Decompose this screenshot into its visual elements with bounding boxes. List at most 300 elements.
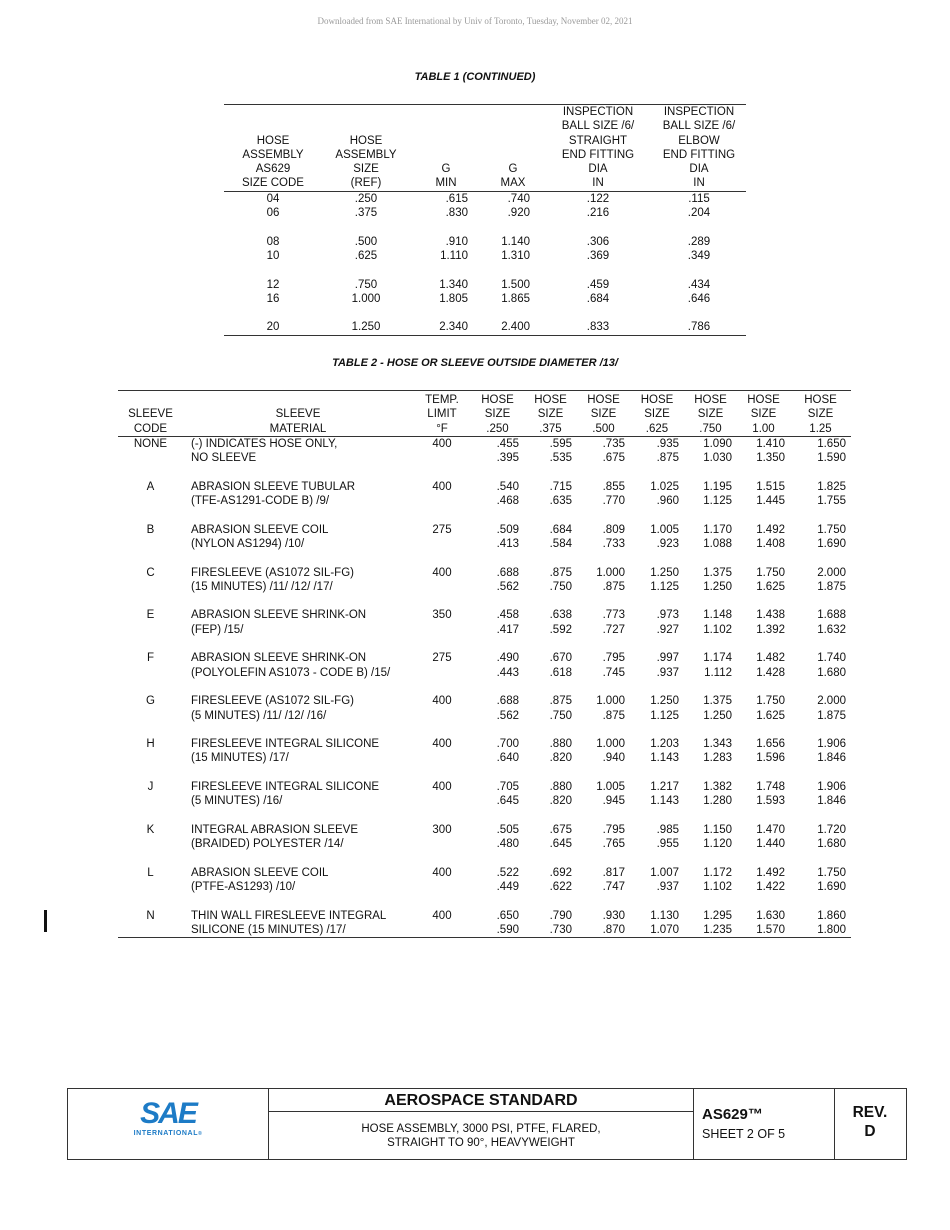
- table2-od-value: .937: [656, 666, 679, 679]
- table1: [224, 104, 746, 336]
- table2-od-value: .795: [602, 652, 625, 665]
- table2-header-col: [524, 391, 577, 437]
- table2-od-value: 1.148: [703, 609, 732, 622]
- table2-od-value: .955: [656, 838, 679, 851]
- table2-header-line: LIMIT: [427, 408, 457, 421]
- table1-header-size-code: AS629: [255, 163, 291, 176]
- table2-od-value: .688: [496, 566, 519, 579]
- table2-od-value: 1.590: [817, 452, 846, 465]
- table1-header-g-max: [482, 105, 544, 120]
- table1-cell-g-max: 1.865: [501, 292, 530, 305]
- table2-header-line: HOSE: [747, 394, 780, 406]
- table2-sleeve-material: (5 MINUTES) /11/ /12/ /16/: [191, 709, 327, 722]
- table2-temp-limit: 275: [432, 652, 452, 665]
- table2-temp-limit: [413, 494, 471, 508]
- table2-od-value: 1.025: [650, 480, 679, 493]
- table1-cell-g-max: 1.310: [501, 249, 530, 262]
- table2-od-value: 1.112: [704, 666, 732, 679]
- table2-od-value: 1.070: [650, 923, 679, 936]
- table2-header-line: HOSE: [481, 394, 514, 406]
- table1-cell-straight-ball: .306: [586, 235, 610, 248]
- table2-od-value: .505: [496, 823, 519, 836]
- table2-od-value: .675: [602, 452, 625, 465]
- sae-logo: [68, 1099, 268, 1137]
- table2-od-value: 1.408: [756, 537, 785, 550]
- table2-header-col: [183, 391, 413, 437]
- table2-od-value: .480: [496, 838, 519, 851]
- table2-sleeve-code: L: [147, 866, 154, 879]
- table1-header-g-min: [410, 134, 482, 148]
- table2-od-value: .997: [656, 652, 679, 665]
- table2-od-value: 1.250: [703, 580, 732, 593]
- table2-sleeve-code: G: [146, 695, 155, 708]
- table2-header-col: [577, 391, 630, 437]
- table2-od-value: .684: [549, 523, 572, 536]
- table2-header-line: .500: [592, 422, 615, 435]
- table2-od-value: 1.295: [703, 909, 732, 922]
- table1-header-assembly-size: [322, 105, 410, 120]
- table2-od-value: .820: [549, 752, 572, 765]
- table2-sleeve-code: C: [146, 566, 155, 579]
- table2-od-value: .562: [496, 709, 519, 722]
- table2-od-value: .935: [656, 437, 679, 450]
- table2-od-value: 2.000: [817, 566, 846, 579]
- table2-od-value: .638: [549, 609, 572, 622]
- table2-row-max: [118, 594, 851, 623]
- table2-header-line: SIZE: [484, 408, 511, 421]
- table2-od-value: 1.195: [703, 480, 732, 493]
- table2-od-value: .985: [656, 823, 679, 836]
- table1-row: [224, 263, 746, 292]
- table1-row: [224, 191, 746, 206]
- table2-od-value: 1.875: [817, 709, 846, 722]
- table1-header-straight-ball: STRAIGHT: [568, 134, 628, 147]
- table1-row: [224, 206, 746, 220]
- table2-sleeve-code: [118, 923, 183, 938]
- table2-temp-limit: 400: [432, 866, 452, 879]
- table2-od-value: 1.283: [703, 752, 732, 765]
- table2-temp-limit: [413, 623, 471, 637]
- table1-header-assembly-size: HOSE: [349, 134, 383, 147]
- table1-header-g-min: MIN: [410, 176, 482, 191]
- table2-row-min: [118, 880, 851, 894]
- table1-cell-g-min: .830: [445, 207, 468, 220]
- table2-od-value: .727: [602, 623, 625, 636]
- table1-cell-assembly-size: 1.250: [351, 321, 381, 334]
- table1-cell-size-code: 06: [266, 207, 280, 220]
- table2-temp-limit: 400: [432, 909, 452, 922]
- table2-sleeve-material: FIRESLEEVE (AS1072 SIL-FG): [191, 566, 354, 579]
- table2-od-value: 1.846: [817, 795, 846, 808]
- document-description: [269, 1122, 693, 1150]
- table2-sleeve-material: FIRESLEEVE INTEGRAL SILICONE: [191, 738, 380, 751]
- table1-row: [224, 292, 746, 306]
- table2-od-value: .875: [602, 709, 625, 722]
- table2-od-value: 1.130: [650, 909, 679, 922]
- table2-od-value: 1.174: [703, 652, 732, 665]
- table2-od-value: .820: [549, 795, 572, 808]
- table2-od-value: 1.125: [650, 580, 679, 593]
- table1-cell-straight-ball: .459: [586, 278, 610, 291]
- table2-od-value: .645: [496, 795, 519, 808]
- table1-header-line: [224, 148, 746, 162]
- table2-header-col: [630, 391, 684, 437]
- table1-cell-elbow-ball: .349: [687, 249, 711, 262]
- table1-header-g-max: G: [508, 163, 518, 176]
- table2-temp-limit: [413, 709, 471, 723]
- table2-sleeve-material: THIN WALL FIRESLEEVE INTEGRAL: [191, 909, 387, 922]
- table1-header-g-min: [410, 105, 482, 120]
- table1-cell-g-min: 1.805: [439, 292, 468, 305]
- table2-sleeve-material: SILICONE (15 MINUTES) /17/: [191, 923, 346, 936]
- table2-row-min: [118, 794, 851, 808]
- table2-od-value: 1.250: [650, 566, 679, 579]
- table2-od-value: 1.755: [817, 495, 846, 508]
- table2-header-line: TEMP.: [425, 394, 459, 406]
- table2-od-value: 1.280: [703, 795, 732, 808]
- table2-od-value: .622: [549, 881, 572, 894]
- table2-temp-limit: 350: [432, 609, 452, 622]
- table2-od-value: .395: [496, 452, 519, 465]
- table2-header-col: [471, 391, 524, 437]
- table2-sleeve-code: [118, 794, 183, 808]
- table2-header-col: [684, 391, 737, 437]
- table2-od-value: 1.125: [650, 709, 679, 722]
- table2-od-value: 1.172: [703, 866, 732, 879]
- table1-header-size-code: HOSE: [256, 134, 290, 147]
- table1-header-assembly-size: [322, 119, 410, 133]
- table2-od-value: .973: [656, 609, 679, 622]
- table2-header-line: HOSE: [534, 394, 567, 406]
- table2-temp-limit: 400: [432, 437, 452, 450]
- sae-logo-subtext: INTERNATIONAL®: [133, 1130, 203, 1137]
- table2-od-value: 1.125: [703, 495, 732, 508]
- table2-od-value: 1.382: [703, 781, 732, 794]
- table2-od-value: .635: [549, 495, 572, 508]
- table1-cell-elbow-ball: .434: [687, 278, 711, 291]
- table2-sleeve-code: [118, 451, 183, 465]
- table2-od-value: 1.120: [703, 838, 732, 851]
- table2-temp-limit: 300: [432, 823, 452, 836]
- table2-header-line: HOSE: [804, 394, 837, 406]
- docnum-cell: [694, 1089, 835, 1159]
- table2-row-max: [118, 723, 851, 752]
- title-block: [67, 1088, 907, 1160]
- table2-header-line: .375: [539, 422, 562, 435]
- table1-body: [224, 191, 746, 335]
- table2-od-value: 1.250: [650, 695, 679, 708]
- table2-od-value: 1.005: [596, 781, 625, 794]
- table2-od-value: 1.690: [817, 881, 846, 894]
- table2-sleeve-code: [118, 494, 183, 508]
- table1-header-g-max: MAX: [482, 176, 544, 191]
- table2-od-value: 1.143: [650, 752, 679, 765]
- table2-temp-limit: 400: [432, 738, 452, 751]
- table2-od-value: .875: [656, 452, 679, 465]
- change-bar: [44, 910, 47, 932]
- table1-header-elbow-ball: END FITTING: [662, 148, 736, 161]
- table1-header-straight-ball: INSPECTION: [562, 106, 634, 118]
- table2-od-value: 1.690: [817, 537, 846, 550]
- table2-od-value: 2.000: [817, 695, 846, 708]
- table2-sleeve-code: [118, 580, 183, 594]
- table2-od-value: 1.445: [756, 495, 785, 508]
- download-notice: Downloaded from SAE International by Univ of Toronto, Tuesday, November 02, 2021: [317, 16, 633, 26]
- table1-cell-straight-ball: .122: [586, 192, 610, 205]
- table2-temp-limit: 400: [432, 695, 452, 708]
- table2-header-line: °F: [436, 422, 448, 435]
- table2-od-value: 1.750: [817, 523, 846, 536]
- table1-cell-g-min: 2.340: [439, 321, 468, 334]
- table2-od-value: 1.846: [817, 752, 846, 765]
- table2-sleeve-code: [118, 537, 183, 551]
- table2-od-value: .795: [602, 823, 625, 836]
- table2-sleeve-material: (5 MINUTES) /16/: [191, 795, 283, 808]
- table2-od-value: 1.515: [756, 480, 785, 493]
- table2-sleeve-code: B: [146, 523, 155, 536]
- table1-cell-assembly-size: 1.000: [351, 292, 381, 305]
- table2-od-value: 1.143: [650, 795, 679, 808]
- description-line-2: STRAIGHT TO 90°, HEAVYWEIGHT: [387, 1137, 575, 1149]
- table1-header-assembly-size: (REF): [322, 176, 410, 191]
- table2-od-value: 1.825: [817, 480, 846, 493]
- table2-sleeve-material: ABRASION SLEEVE SHRINK-ON: [191, 652, 367, 665]
- table2-od-value: .750: [549, 580, 572, 593]
- table1-cell-g-min: .615: [445, 192, 468, 205]
- table2-od-value: 1.000: [596, 566, 625, 579]
- table2-od-value: .455: [496, 437, 519, 450]
- table2-header-col: [737, 391, 790, 437]
- table2-od-value: 1.438: [756, 609, 785, 622]
- table2-sleeve-code: [118, 623, 183, 637]
- table2-od-value: 1.000: [596, 738, 625, 751]
- table2-header-line: CODE: [133, 422, 168, 435]
- table2-temp-limit: 400: [432, 781, 452, 794]
- table2-od-value: .875: [549, 566, 572, 579]
- table2-row-max: [118, 680, 851, 709]
- table2-od-value: .875: [602, 580, 625, 593]
- table1-caption: TABLE 1 (CONTINUED): [414, 71, 536, 83]
- table2-od-value: .730: [549, 923, 572, 936]
- table1-cell-size-code: 16: [266, 292, 280, 305]
- table2-sleeve-material: NO SLEEVE: [191, 452, 257, 465]
- table2-od-value: 1.030: [703, 452, 732, 465]
- table2-od-value: .927: [656, 623, 679, 636]
- table2-od-value: .592: [549, 623, 572, 636]
- table2-od-value: .770: [602, 495, 625, 508]
- table2-sleeve-code: [118, 837, 183, 851]
- table2-od-value: 1.088: [703, 537, 732, 550]
- table1-cell-size-code: 12: [266, 278, 280, 291]
- table2-sleeve-code: A: [146, 480, 155, 493]
- table2-od-value: 1.596: [756, 752, 785, 765]
- table2-od-value: 1.720: [817, 823, 846, 836]
- table1-cell-assembly-size: .625: [354, 249, 378, 262]
- table2-sleeve-code: [118, 751, 183, 765]
- table2-od-value: .468: [496, 495, 519, 508]
- table2-row-max: [118, 436, 851, 451]
- table2-od-value: 1.492: [756, 523, 785, 536]
- table2-od-value: 1.005: [650, 523, 679, 536]
- table2-od-value: .675: [549, 823, 572, 836]
- table1-header-g-max: [482, 134, 544, 148]
- table2-od-value: 1.150: [703, 823, 732, 836]
- table1-header-elbow-ball: IN: [652, 176, 746, 191]
- table2-od-value: .640: [496, 752, 519, 765]
- table1-cell-g-max: .920: [507, 207, 530, 220]
- table2-od-value: .645: [549, 838, 572, 851]
- table1-header-size-code: [224, 119, 322, 133]
- table2-od-value: 1.250: [703, 709, 732, 722]
- table1-cell-straight-ball: .833: [586, 321, 610, 334]
- table2-od-value: 1.375: [703, 695, 732, 708]
- table1-cell-assembly-size: .750: [354, 278, 378, 291]
- table1-cell-straight-ball: .216: [586, 207, 610, 220]
- table2-od-value: 1.235: [703, 923, 732, 936]
- table2-header-line: MATERIAL: [269, 422, 327, 435]
- table2-row-min: [118, 709, 851, 723]
- table1-cell-g-max: 1.140: [501, 235, 530, 248]
- table2-sleeve-material: ABRASION SLEEVE TUBULAR: [191, 480, 356, 493]
- standard-title: AEROSPACE STANDARD: [269, 1089, 693, 1112]
- table2-sleeve-material: ABRASION SLEEVE SHRINK-ON: [191, 609, 367, 622]
- table2-od-value: 1.906: [817, 738, 846, 751]
- table2-od-value: 1.650: [817, 437, 846, 450]
- table2-od-value: 1.422: [756, 881, 785, 894]
- sae-logo-mark: SAE: [140, 1097, 196, 1130]
- table2-od-value: 1.750: [817, 866, 846, 879]
- table1-header-elbow-ball: BALL SIZE /6/: [662, 120, 736, 133]
- table2-od-value: .584: [549, 537, 572, 550]
- table1-header-elbow-ball: INSPECTION: [663, 106, 735, 118]
- table2-od-value: 1.482: [756, 652, 785, 665]
- table2-od-value: 1.410: [756, 437, 785, 450]
- table2-od-value: 1.750: [756, 566, 785, 579]
- table2-od-value: 1.906: [817, 781, 846, 794]
- table1-cell-elbow-ball: .646: [687, 292, 711, 305]
- table2-row-max: [118, 894, 851, 923]
- table2-od-value: .960: [656, 495, 679, 508]
- table2-row-max: [118, 809, 851, 838]
- table2-od-value: .809: [602, 523, 625, 536]
- table2-od-value: .449: [496, 881, 519, 894]
- table2-header-col: [790, 391, 851, 437]
- table2-od-value: 1.680: [817, 666, 846, 679]
- table2-od-value: 1.688: [817, 609, 846, 622]
- table1-header-line: [224, 119, 746, 133]
- table2-header-line: [118, 393, 183, 407]
- table2-sleeve-material: (15 MINUTES) /17/: [191, 752, 289, 765]
- table2-header-line: .625: [645, 422, 669, 435]
- table2-od-value: 1.203: [650, 738, 679, 751]
- table2-row-min: [118, 580, 851, 594]
- table2-row-min: [118, 451, 851, 465]
- table2-od-value: 1.800: [817, 923, 846, 936]
- table1-cell-size-code: 04: [266, 192, 280, 205]
- table2-temp-limit: [413, 880, 471, 894]
- table1-header-line: [224, 176, 746, 191]
- table2-sleeve-material: INTEGRAL ABRASION SLEEVE: [191, 823, 359, 836]
- table2-od-value: 1.740: [817, 652, 846, 665]
- table2-header-line: .750: [699, 422, 722, 435]
- table2-od-value: .923: [656, 537, 679, 550]
- table2-sleeve-code: N: [146, 909, 155, 922]
- revision-label: REV.: [852, 1104, 888, 1121]
- table1-header-g-max: [482, 119, 544, 133]
- table2-header-line: [183, 393, 413, 407]
- table2-od-value: 1.625: [756, 580, 785, 593]
- table1-cell-size-code: 20: [266, 321, 280, 334]
- table2-temp-limit: 400: [432, 480, 452, 493]
- table1-header-g-min: G: [441, 163, 451, 176]
- table2-sleeve-material: (POLYOLEFIN AS1073 - CODE B) /15/: [191, 666, 391, 679]
- table2-temp-limit: [413, 837, 471, 851]
- table2-od-value: .443: [496, 666, 519, 679]
- table2-od-value: .790: [549, 909, 572, 922]
- table1-header-straight-ball: DIA: [588, 163, 608, 176]
- table2-od-value: .417: [496, 623, 519, 636]
- table2-header-line: SIZE: [750, 408, 777, 421]
- table2-od-value: .880: [549, 738, 572, 751]
- table2-od-value: .562: [496, 580, 519, 593]
- table2-od-value: 1.102: [703, 881, 732, 894]
- table2-od-value: .595: [549, 437, 572, 450]
- table2-sleeve-material: (PTFE-AS1293) /10/: [191, 881, 296, 894]
- table2-row-min: [118, 666, 851, 680]
- table2-od-value: .817: [602, 866, 625, 879]
- table2-od-value: .715: [549, 480, 572, 493]
- table2-od-value: .688: [496, 695, 519, 708]
- table2-header-line: HOSE: [640, 394, 674, 406]
- table2-header-line: HOSE: [587, 394, 620, 406]
- table2-header: [118, 391, 851, 437]
- table2-od-value: 1.375: [703, 566, 732, 579]
- table2-row-max: [118, 637, 851, 666]
- table2-od-value: .413: [496, 537, 519, 550]
- table2-temp-limit: 275: [432, 523, 452, 536]
- table2-sleeve-material: (15 MINUTES) /11/ /12/ /17/: [191, 580, 333, 593]
- table1-header-line: [224, 162, 746, 176]
- table1-cell-assembly-size: .250: [354, 192, 378, 205]
- table2-od-value: .937: [656, 881, 679, 894]
- table2-header-col: [413, 391, 471, 437]
- table2-od-value: 1.750: [756, 695, 785, 708]
- table2-row-max: [118, 508, 851, 537]
- table2-sleeve-material: FIRESLEEVE (AS1072 SIL-FG): [191, 695, 354, 708]
- table2-temp-limit: [413, 794, 471, 808]
- table2-od-value: .522: [496, 866, 519, 879]
- table2-sleeve-material: (-) INDICATES HOSE ONLY,: [191, 437, 338, 450]
- table2-od-value: 1.428: [756, 666, 785, 679]
- table2-header-line: SLEEVE: [275, 408, 321, 421]
- table2-sleeve-code: J: [147, 781, 154, 794]
- table2-temp-limit: 400: [432, 566, 452, 579]
- table2-sleeve-code: H: [146, 738, 155, 751]
- table2-sleeve-code: [118, 666, 183, 680]
- table2-od-value: 1.632: [817, 623, 846, 636]
- table1-header-g-max: [482, 148, 544, 162]
- table2-sleeve-code: [118, 880, 183, 894]
- table2-sleeve-code: NONE: [133, 437, 168, 450]
- table2-sleeve-code: [118, 709, 183, 723]
- table2-od-value: .735: [602, 437, 625, 450]
- table1-cell-g-min: 1.340: [439, 278, 468, 291]
- table2-od-value: 1.440: [756, 838, 785, 851]
- table2-od-value: .458: [496, 609, 519, 622]
- table2-sleeve-material: (NYLON AS1294) /10/: [191, 537, 305, 550]
- table1-cell-assembly-size: .375: [354, 207, 378, 220]
- table1-header-line: [224, 105, 746, 120]
